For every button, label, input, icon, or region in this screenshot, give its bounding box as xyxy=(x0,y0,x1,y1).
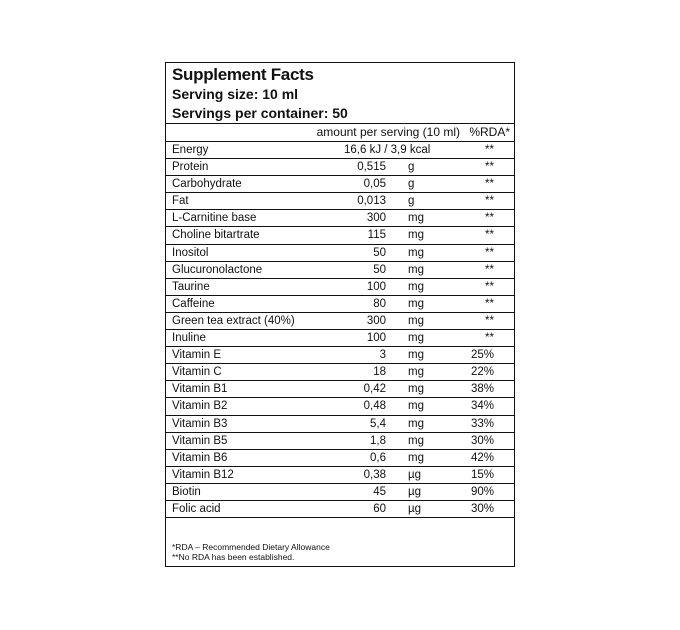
nutrient-name: Vitamin B1 xyxy=(172,383,228,396)
nutrient-quantity: 1,8 xyxy=(370,434,386,447)
nutrient-unit: µg xyxy=(408,485,422,498)
nutrient-unit: g xyxy=(408,195,415,208)
servings-per-container: Servings per container: 50 xyxy=(172,105,348,121)
nutrient-rda: ** xyxy=(485,161,494,174)
nutrient-unit: mg xyxy=(408,229,424,242)
table-row xyxy=(166,313,514,330)
table-row xyxy=(166,279,514,296)
nutrient-quantity: 300 xyxy=(366,314,386,327)
nutrient-quantity: 0,38 xyxy=(363,468,386,481)
nutrient-quantity: 60 xyxy=(373,502,386,515)
table-row xyxy=(166,296,514,313)
table-row xyxy=(166,381,514,398)
nutrient-unit: mg xyxy=(408,263,424,276)
nutrient-name: Choline bitartrate xyxy=(172,229,260,242)
nutrient-name: Protein xyxy=(172,161,209,174)
nutrient-rda: ** xyxy=(485,212,494,225)
nutrient-rda: 30% xyxy=(470,502,494,515)
footnote-rda: *RDA – Recommended Dietary Allowance xyxy=(172,542,330,552)
table-row xyxy=(166,398,514,415)
nutrient-name: Vitamin B6 xyxy=(172,451,228,464)
nutrient-quantity: 50 xyxy=(373,246,386,259)
nutrient-quantity: 50 xyxy=(373,263,386,276)
nutrient-rda: 22% xyxy=(470,366,494,379)
table-row xyxy=(166,501,514,518)
nutrient-name: Green tea extract (40%) xyxy=(172,314,295,327)
table-row xyxy=(166,364,514,381)
nutrient-unit: mg xyxy=(408,349,424,362)
nutrient-rda: ** xyxy=(485,314,494,327)
table-row xyxy=(166,416,514,433)
nutrient-name: Vitamin E xyxy=(172,349,222,362)
table-row xyxy=(166,262,514,279)
nutrient-unit: g xyxy=(408,161,415,174)
nutrient-quantity: 0,6 xyxy=(370,451,386,464)
nutrient-unit: mg xyxy=(408,451,424,464)
table-row xyxy=(166,227,514,244)
nutrient-rda: ** xyxy=(485,332,494,345)
panel-title: Supplement Facts xyxy=(172,65,314,84)
nutrient-quantity: 0,515 xyxy=(357,161,386,174)
nutrient-unit: mg xyxy=(408,297,424,310)
nutrient-unit: g xyxy=(408,178,415,191)
table-row xyxy=(166,176,514,193)
nutrient-name: L-Carnitine base xyxy=(172,212,257,225)
serving-size: Serving size: 10 ml xyxy=(172,86,299,102)
table-row xyxy=(166,433,514,450)
nutrient-rda: ** xyxy=(485,263,494,276)
nutrient-unit: mg xyxy=(408,212,424,225)
nutrient-unit: mg xyxy=(408,280,424,293)
nutrient-rda: ** xyxy=(485,178,494,191)
nutrient-name: Caffeine xyxy=(172,297,215,310)
nutrient-name: Inuline xyxy=(172,332,206,345)
nutrient-rda: 15% xyxy=(470,468,494,481)
nutrient-rda: 34% xyxy=(470,400,494,413)
nutrient-unit: µg xyxy=(408,502,422,515)
nutrient-quantity: 300 xyxy=(366,212,386,225)
table-row xyxy=(166,467,514,484)
nutrient-quantity: 3 xyxy=(379,349,386,362)
nutrient-unit: mg xyxy=(408,434,424,447)
nutrient-rda: ** xyxy=(485,297,494,310)
amount-column-header: amount per serving (10 ml) xyxy=(316,125,460,139)
nutrient-unit: mg xyxy=(408,383,424,396)
nutrient-unit: mg xyxy=(408,366,424,379)
nutrient-quantity: 0,48 xyxy=(363,400,386,413)
table-row xyxy=(166,159,514,176)
nutrient-rda: ** xyxy=(485,229,494,242)
nutrient-name: Folic acid xyxy=(172,502,221,515)
nutrient-table xyxy=(166,141,514,518)
nutrient-quantity: 0,013 xyxy=(357,195,386,208)
nutrient-unit: mg xyxy=(408,314,424,327)
nutrient-unit: mg xyxy=(408,246,424,259)
nutrient-name: Carbohydrate xyxy=(172,178,242,191)
nutrient-rda: 25% xyxy=(470,349,494,362)
nutrient-unit: mg xyxy=(408,332,424,345)
nutrient-name: Vitamin B12 xyxy=(172,468,234,481)
nutrient-name: Glucuronolactone xyxy=(172,263,263,276)
nutrient-rda: 38% xyxy=(470,383,494,396)
nutrient-amount: 16,6 kJ / 3,9 kcal xyxy=(344,144,431,156)
table-row xyxy=(166,142,514,159)
nutrient-quantity: 5,4 xyxy=(370,417,386,430)
nutrient-name: Biotin xyxy=(172,485,201,498)
nutrient-quantity: 18 xyxy=(373,366,386,379)
nutrient-rda: 42% xyxy=(470,451,494,464)
nutrient-unit: mg xyxy=(408,400,424,413)
supplement-facts-panel xyxy=(165,62,515,567)
table-row xyxy=(166,484,514,501)
table-row xyxy=(166,330,514,347)
nutrient-name: Inositol xyxy=(172,246,209,259)
nutrient-rda: 30% xyxy=(470,434,494,447)
nutrient-rda: 90% xyxy=(470,485,494,498)
nutrient-quantity: 0,05 xyxy=(363,178,386,191)
nutrient-rda: ** xyxy=(485,246,494,259)
nutrient-unit: µg xyxy=(408,468,422,481)
nutrient-name: Vitamin B5 xyxy=(172,434,228,447)
nutrient-quantity: 45 xyxy=(373,485,386,498)
nutrient-rda: ** xyxy=(485,144,494,156)
column-header-row xyxy=(166,124,514,141)
nutrient-name: Taurine xyxy=(172,280,210,293)
nutrient-quantity: 115 xyxy=(367,229,386,242)
nutrient-rda: ** xyxy=(485,280,494,293)
table-row xyxy=(166,210,514,227)
table-row xyxy=(166,193,514,210)
nutrient-name: Vitamin C xyxy=(172,366,222,379)
footnote-no-rda: **No RDA has been established. xyxy=(172,552,295,562)
nutrient-quantity: 80 xyxy=(373,297,386,310)
table-row xyxy=(166,245,514,262)
nutrient-unit: mg xyxy=(408,417,424,430)
nutrient-quantity: 0,42 xyxy=(363,383,386,396)
footnotes xyxy=(172,542,330,562)
nutrient-quantity: 100 xyxy=(366,280,386,293)
table-row xyxy=(166,450,514,467)
nutrient-rda: ** xyxy=(485,195,494,208)
table-row xyxy=(166,347,514,364)
nutrient-name: Fat xyxy=(172,195,189,208)
nutrient-rda: 33% xyxy=(470,417,494,430)
nutrient-quantity: 100 xyxy=(366,332,386,345)
nutrient-name: Vitamin B2 xyxy=(172,400,228,413)
nutrient-name: Energy xyxy=(172,144,209,156)
rda-column-header: %RDA* xyxy=(469,125,510,139)
nutrient-name: Vitamin B3 xyxy=(172,417,228,430)
